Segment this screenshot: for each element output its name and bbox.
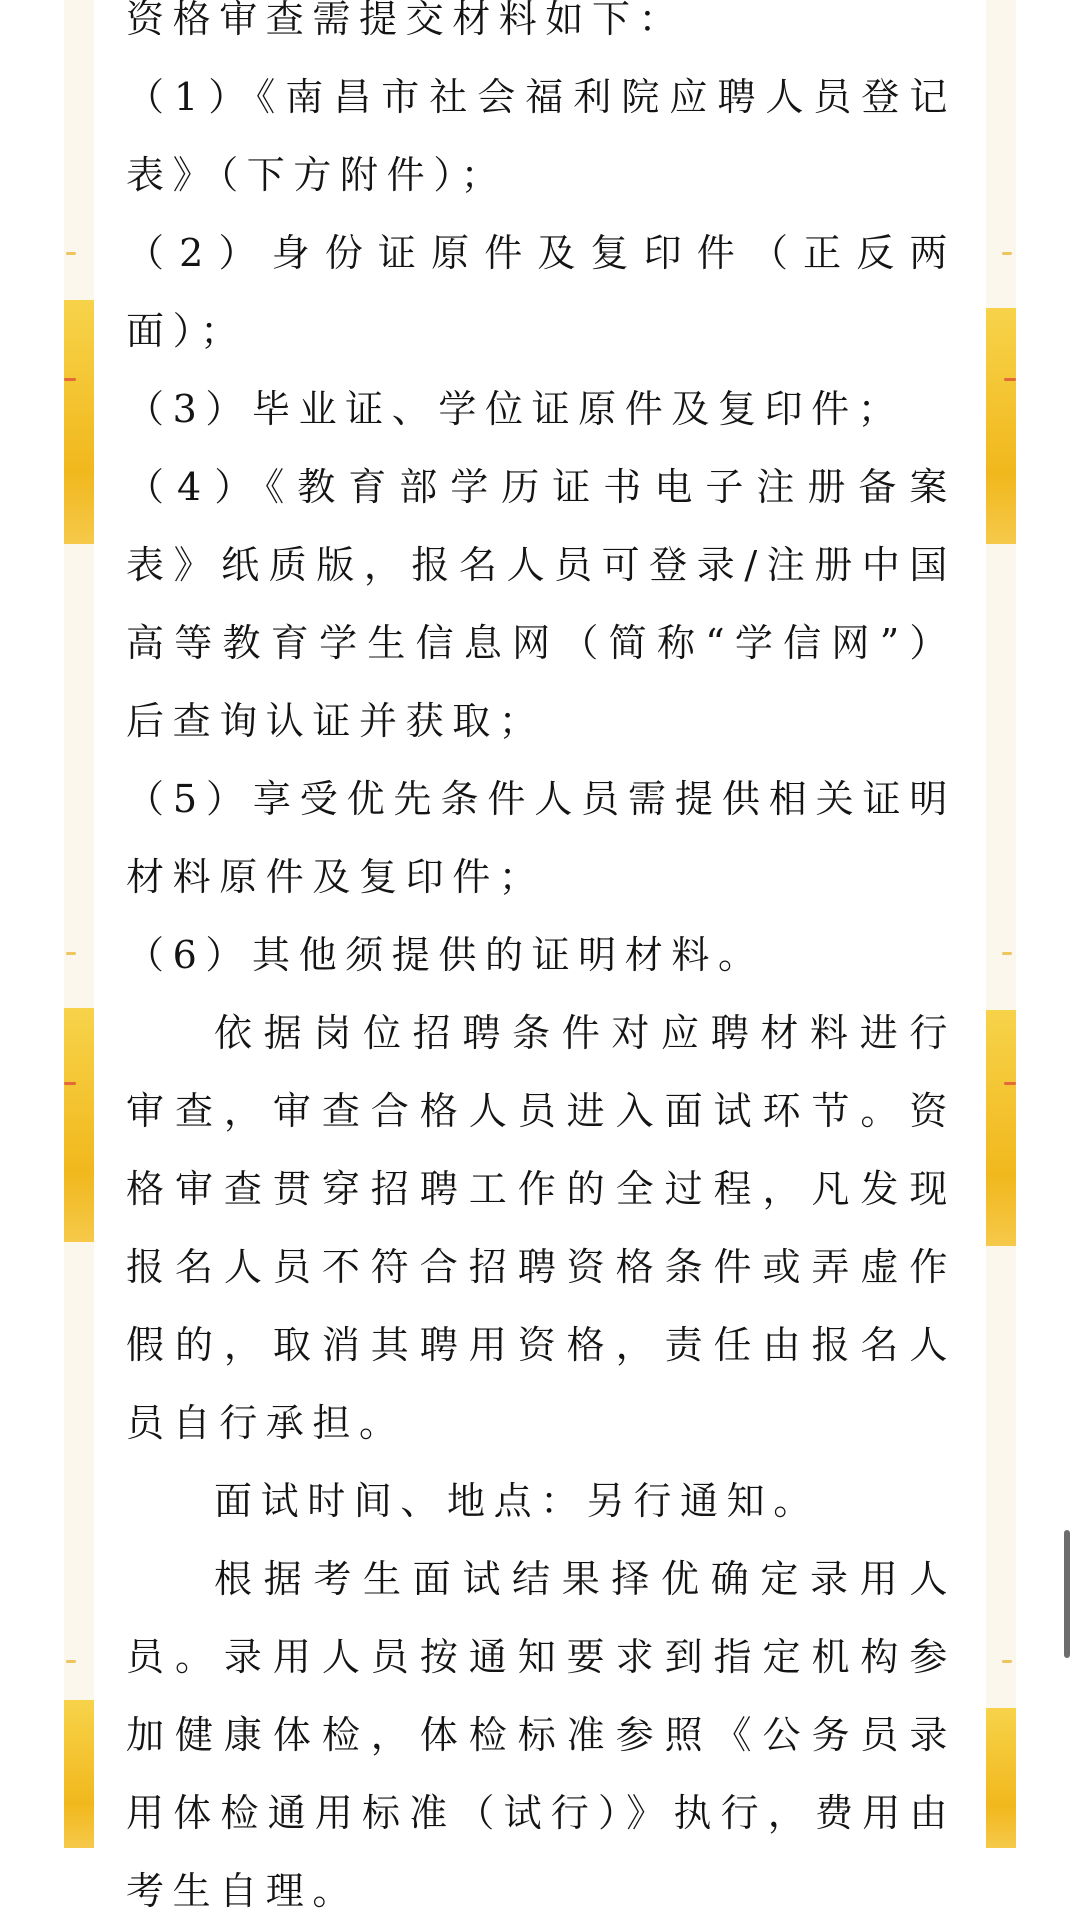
- interview-notice: 面试时间、地点：另行通知。: [214, 1479, 820, 1523]
- left-ornament: [64, 1082, 76, 1085]
- left-ornament: [66, 952, 76, 955]
- right-ornament: [1002, 1660, 1012, 1663]
- right-ornament: [1002, 252, 1012, 255]
- right-ornament: [1004, 1082, 1016, 1085]
- left-yellow-band: [64, 300, 94, 544]
- material-item-1: （1）《南昌市社会福利院应聘人员登记表》（下方附件）；: [126, 75, 956, 197]
- right-yellow-band: [986, 1708, 1016, 1848]
- material-item-2: （2）身份证原件及复印件（正反两面）；: [126, 231, 956, 353]
- material-item-4: （4）《教育部学历证书电子注册备案表》纸质版，报名人员可登录/注册中国高等教育学生信息网（简称“学信网”）后查询认证并获取；: [126, 465, 956, 743]
- vertical-scrollbar[interactable]: [1064, 1530, 1070, 1658]
- material-item-3: （3）毕业证、学位证原件及复印件；: [126, 387, 905, 431]
- right-decorative-border: [986, 0, 1016, 1848]
- right-ornament: [1004, 378, 1016, 381]
- right-yellow-band: [986, 1010, 1016, 1246]
- review-paragraph: 依据岗位招聘条件对应聘材料进行审查，审查合格人员进入面试环节。资格审查贯穿招聘工作的全过程，凡发现报名人员不符合招聘资格条件或弄虚作假的，取消其聘用资格，责任由报名人员自行承担。: [126, 1011, 956, 1445]
- left-decorative-border: [64, 0, 94, 1848]
- article-body: [126, 0, 956, 1930]
- hiring-paragraph: 根据考生面试结果择优确定录用人员。录用人员按通知要求到指定机构参加健康体检，体检标准参照《公务员录用体检通用标准（试行）》执行，费用由考生自理。: [126, 1557, 956, 1913]
- left-ornament: [64, 378, 76, 381]
- material-item-6: （6）其他须提供的证明材料。: [126, 933, 765, 977]
- left-yellow-band: [64, 1700, 94, 1848]
- left-yellow-band: [64, 1008, 94, 1242]
- left-ornament: [66, 1660, 76, 1663]
- right-yellow-band: [986, 308, 1016, 544]
- material-item-5: （5）享受优先条件人员需提供相关证明材料原件及复印件；: [126, 777, 956, 899]
- right-ornament: [1002, 952, 1012, 955]
- left-ornament: [66, 252, 76, 255]
- materials-intro: 资格审查需提交材料如下：: [126, 0, 686, 41]
